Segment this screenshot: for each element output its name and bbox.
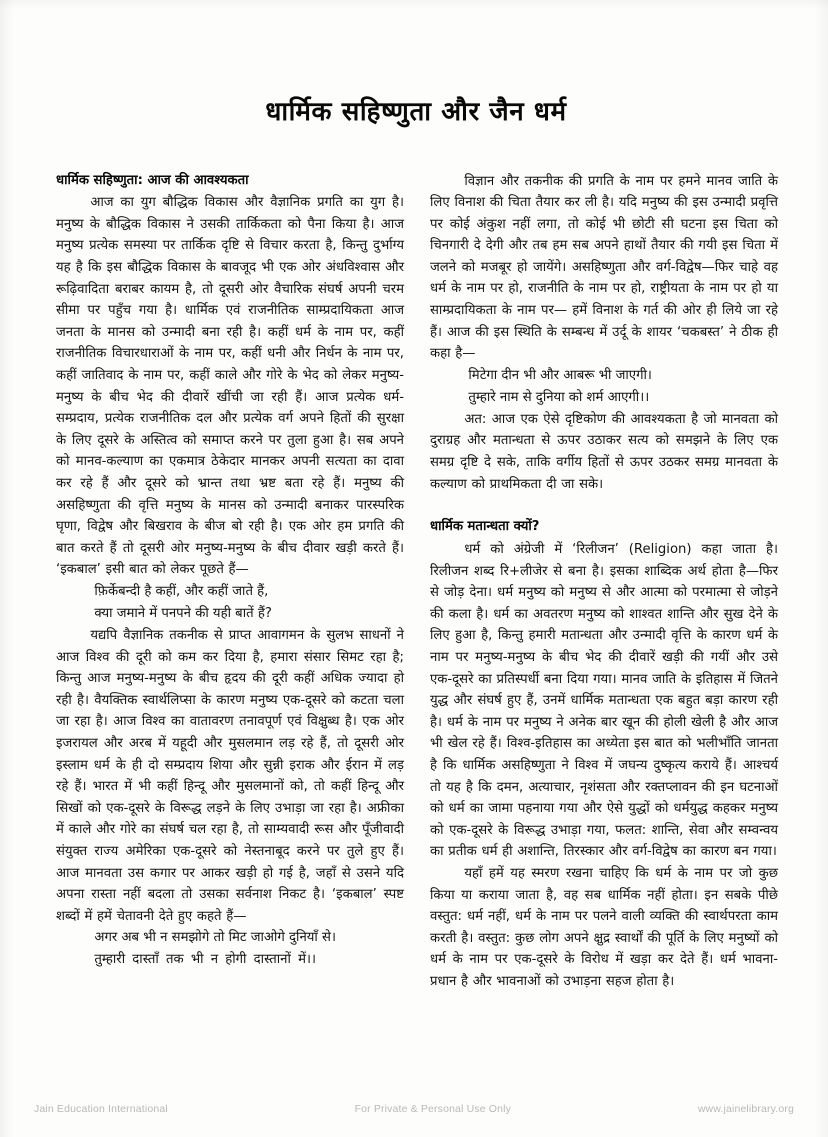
right-column bbox=[430, 171, 778, 993]
footer-organization: Jain Education International bbox=[34, 1103, 168, 1115]
left-paragraph-2: यद्यपि वैज्ञानिक तकनीक से प्राप्त आवागमन के सुलभ साधनों ने आज विश्व की दूरी को कम कर दिया है, हमारा संसार सिमट रहा है; किन्तु आज मनुष्य-मनुष्य के बीच हृदय की दूरी कहीं अधिक ज्यादा हो रही है। वैयक्तिक स्वार्थलिप्सा के कारण मनुष्य एक-दूसरे को कटता चला जा रहा है। आज विश्व का वातावरण तनावपूर्ण एवं विक्षुब्ध है। एक ओर इजरायल और अरब में यहूदी और मुसलमान लड़ रहे हैं, तो दूसरी ओर इस्लाम धर्म के ही दो सम्प्रदाय शिया और सुन्नी इराक और ईरान में लड़ रहे हैं। भारत में भी कहीं हिन्दू और मुसलमानों को, तो कहीं हिन्दू और सिखों को एक-दूसरे के विरूद्ध लड़ने के लिए उभाड़ा जा रहा है। अफ्रीका में काले और गोरे का संघर्ष चल रहा है, तो साम्यवादी रूस और पूँजीवादी संयुक्त राज्य अमेरिका एक-दूसरे को नेस्तनाबूद करने पर तुले हुए हैं। आज मानवता उस कगार पर आकर खड़ी हो गई है, जहाँ से उसने यदि अपना रास्ता नहीं बदला तो उसका सर्वनाश निकट है। ‘इकबाल’ स्पष्ट शब्दों में हमें चेतावनी देते हुए कहते हैं— bbox=[56, 627, 404, 924]
footer-website: www.jainelibrary.org bbox=[697, 1103, 794, 1115]
left-paragraph-1: आज का युग बौद्धिक विकास और वैज्ञानिक प्रगति का युग है। मनुष्य के बौद्धिक विकास ने उसकी तार्किकता को पैना किया है। आज मनुष्य प्रत्येक समस्या पर तार्किक दृष्टि से विचार करता है, किन्तु दुर्भाग्य यह है कि इस बौद्धिक विकास के बावजूद भी एक ओर अंधविश्वास और रूढ़िवादिता बराबर कायम है, तो दूसरी ओर वैचारिक संघर्ष अपनी चरम सीमा पर पहुँच गया है। धार्मिक एवं राजनीतिक साम्प्रदायिकता आज जनता के मानस को उन्मादी बना रही है। कहीं धर्म के नाम पर, कहीं राजनीतिक विचारधाराओं के नाम पर, कहीं धनी और निर्धन के नाम पर, कहीं जातिवाद के नाम पर, कहीं काले और गोरे के भेद को लेकर मनुष्य-मनुष्य के बीच भेद की दीवारें खींची जा रही हैं। आज प्रत्येक धर्म-सम्प्रदाय, प्रत्येक राजनीतिक दल और प्रत्येक वर्ग अपने हितों की सुरक्षा के लिए दूसरे के अस्तित्व को समाप्त करने पर तुला हुआ है। सब अपने को मानव-कल्याण का एकमात्र ठेकेदार मानकर अपनी सत्यता का दावा कर रहे हैं और दूसरे को भ्रान्त तथा भ्रष्ट बता रहे हैं। मनुष्य की असहिष्णुता की वृत्ति मनुष्य के मानस को उन्मादी बनाकर पारस्परिक घृणा, विद्वेष और बिखराव के बीज बो रही है। एक ओर हम प्रगति की बात करते हैं तो दूसरी ओर मनुष्य-मनुष्य के बीच दीवार खड़ी करते हैं। ‘इकबाल’ इसी बात को लेकर पूछते हैं— bbox=[56, 195, 404, 578]
verse-line: अगर अब भी न समझोगे तो मिट जाओगे दुनियाँ से। bbox=[94, 930, 336, 946]
right-paragraph-2: अत: आज एक ऐसे दृष्टिकोण की आवश्यकता है जो मानवता को दुराग्रह और मतान्धता से ऊपर उठाकर सत्य को समझने के लिए एक समग्र दृष्टि दे सके, ताकि वर्गीय हितों से ऊपर उठकर समग्र मानवता के कल्याण को प्राथमिकता दी जा सके। bbox=[430, 411, 778, 492]
left-verse-block-2 bbox=[56, 927, 404, 971]
verse-line: तुम्हारे नाम से दुनिया को शर्म आएगी।। bbox=[468, 389, 650, 405]
left-column bbox=[56, 171, 404, 972]
right-verse-block-1 bbox=[430, 365, 778, 409]
right-section-heading: धार्मिक मतान्धता क्यों? bbox=[430, 519, 540, 535]
left-section-heading: धार्मिक सहिष्णुता: आज की आवश्यकता bbox=[56, 172, 249, 188]
two-column-layout bbox=[56, 171, 776, 993]
verse-line: तुम्हारी दास्ताँ तक भी न होगी दास्तानों में।। bbox=[94, 952, 316, 968]
page-title: धार्मिक सहिष्णुता और जैन धर्म bbox=[265, 97, 567, 127]
right-paragraph-3: धर्म को अंग्रेजी में ‘रिलीजन’ (Religion) कहा जाता है। रिलीजन शब्द रि+लीजेर से बना है। इसका शाब्दिक अर्थ होता है—फिर से जोड़ देना। धर्म मनुष्य को मनुष्य से और आत्मा को परमात्मा से जोड़ने की कला है। धर्म का अवतरण मनुष्य को शाश्वत शान्ति और सुख देने के लिए हुआ है, किन्तु हमारी मतान्धता और उन्मादी वृत्ति के कारण धर्म के नाम पर मनुष्य-मनुष्य के बीच भेद की दीवारें खड़ी की गयीं और उसे एक-दूसरे का प्रतिस्पर्धी बना दिया गया। मानव जाति के इतिहास में जितने युद्ध और संघर्ष हुए हैं, उनमें धार्मिक मतान्धता एक बहुत बड़ा कारण रही है। धर्म के नाम पर मनुष्य ने अनेक बार खून की होली खेली है और आज भी खेल रहे हैं। विश्व-इतिहास का अध्येता इस बात को भलीभाँति जानता है कि धार्मिक असहिष्णुता ने विश्व में जघन्य दुष्कृत्य कराये हैं। आश्चर्य तो यह है कि दमन, अत्याचार, नृशंसता और रक्तप्लावन की इन घटनाओं को धर्म का जामा पहनाया गया और ऐसे युद्धों को धर्मयुद्ध कहकर मनुष्य को एक-दूसरे के विरूद्ध उभाड़ा गया, फलत: शान्ति, सेवा और सम्वन्वय का प्रतीक धर्म ही अशान्ति, तिरस्कार और वर्ग-विद्वेष का कारण बन गया। bbox=[430, 542, 778, 860]
verse-line: फ़िर्केबन्दी है कहीं, और कहीं जाते हैं, bbox=[94, 583, 269, 599]
verse-line: क्या जमाने में पनपने की यही बातें हैं? bbox=[94, 605, 272, 621]
right-paragraph-1: विज्ञान और तकनीक की प्रगति के नाम पर हमने मानव जाति के लिए विनाश की चिता तैयार कर ली है। यदि मनुष्य की इस उन्मादी प्रवृत्ति पर कोई अंकुश नहीं लगा, तो कोई भी छोटी सी घटना इस चिता को चिनगारी दे देगी और तब हम सब अपने हाथों तैयार की गयी इस चिता में जलने को मजबूर हो जायेंगे। असहिष्णुता और वर्ग-विद्वेष—फिर चाहे वह धर्म के नाम पर हो, राजनीति के नाम पर हो, राष्ट्रीयता के नाम पर हो या साम्प्रदायिकता के नाम पर— हमें विनाश के गर्त की ओर ही लिये जा रहे हैं। आज की इस स्थिति के सम्बन्ध में उर्दू के शायर ‘चकबस्त’ ने ठीक ही कहा है— bbox=[430, 173, 778, 362]
right-paragraph-4: यहाँ हमें यह स्मरण रखना चाहिए कि धर्म के नाम पर जो कुछ किया या कराया जाता है, वह सब धार्मिक नहीं होता। इन सबके पीछे वस्तुत: धर्म नहीं, धर्म के नाम पर पलने वाली व्यक्ति की स्वार्थपरता काम करती है। वस्तुत: कुछ लोग अपने क्षुद्र स्वार्थों की पूर्ति के लिए मनुष्यों को धर्म के नाम पर एक-दूसरे के विरोध में खड़ा कर देते हैं। धर्म भावना-प्रधान है और भावनाओं को उभाड़ना सहज होता है। bbox=[430, 865, 778, 989]
left-verse-block-1 bbox=[56, 581, 404, 625]
footer-usage-notice: For Private & Personal Use Only bbox=[354, 1103, 511, 1115]
verse-line: मिटेगा दीन भी और आबरू भी जाएगी। bbox=[468, 367, 652, 383]
page-footer bbox=[0, 1103, 828, 1115]
